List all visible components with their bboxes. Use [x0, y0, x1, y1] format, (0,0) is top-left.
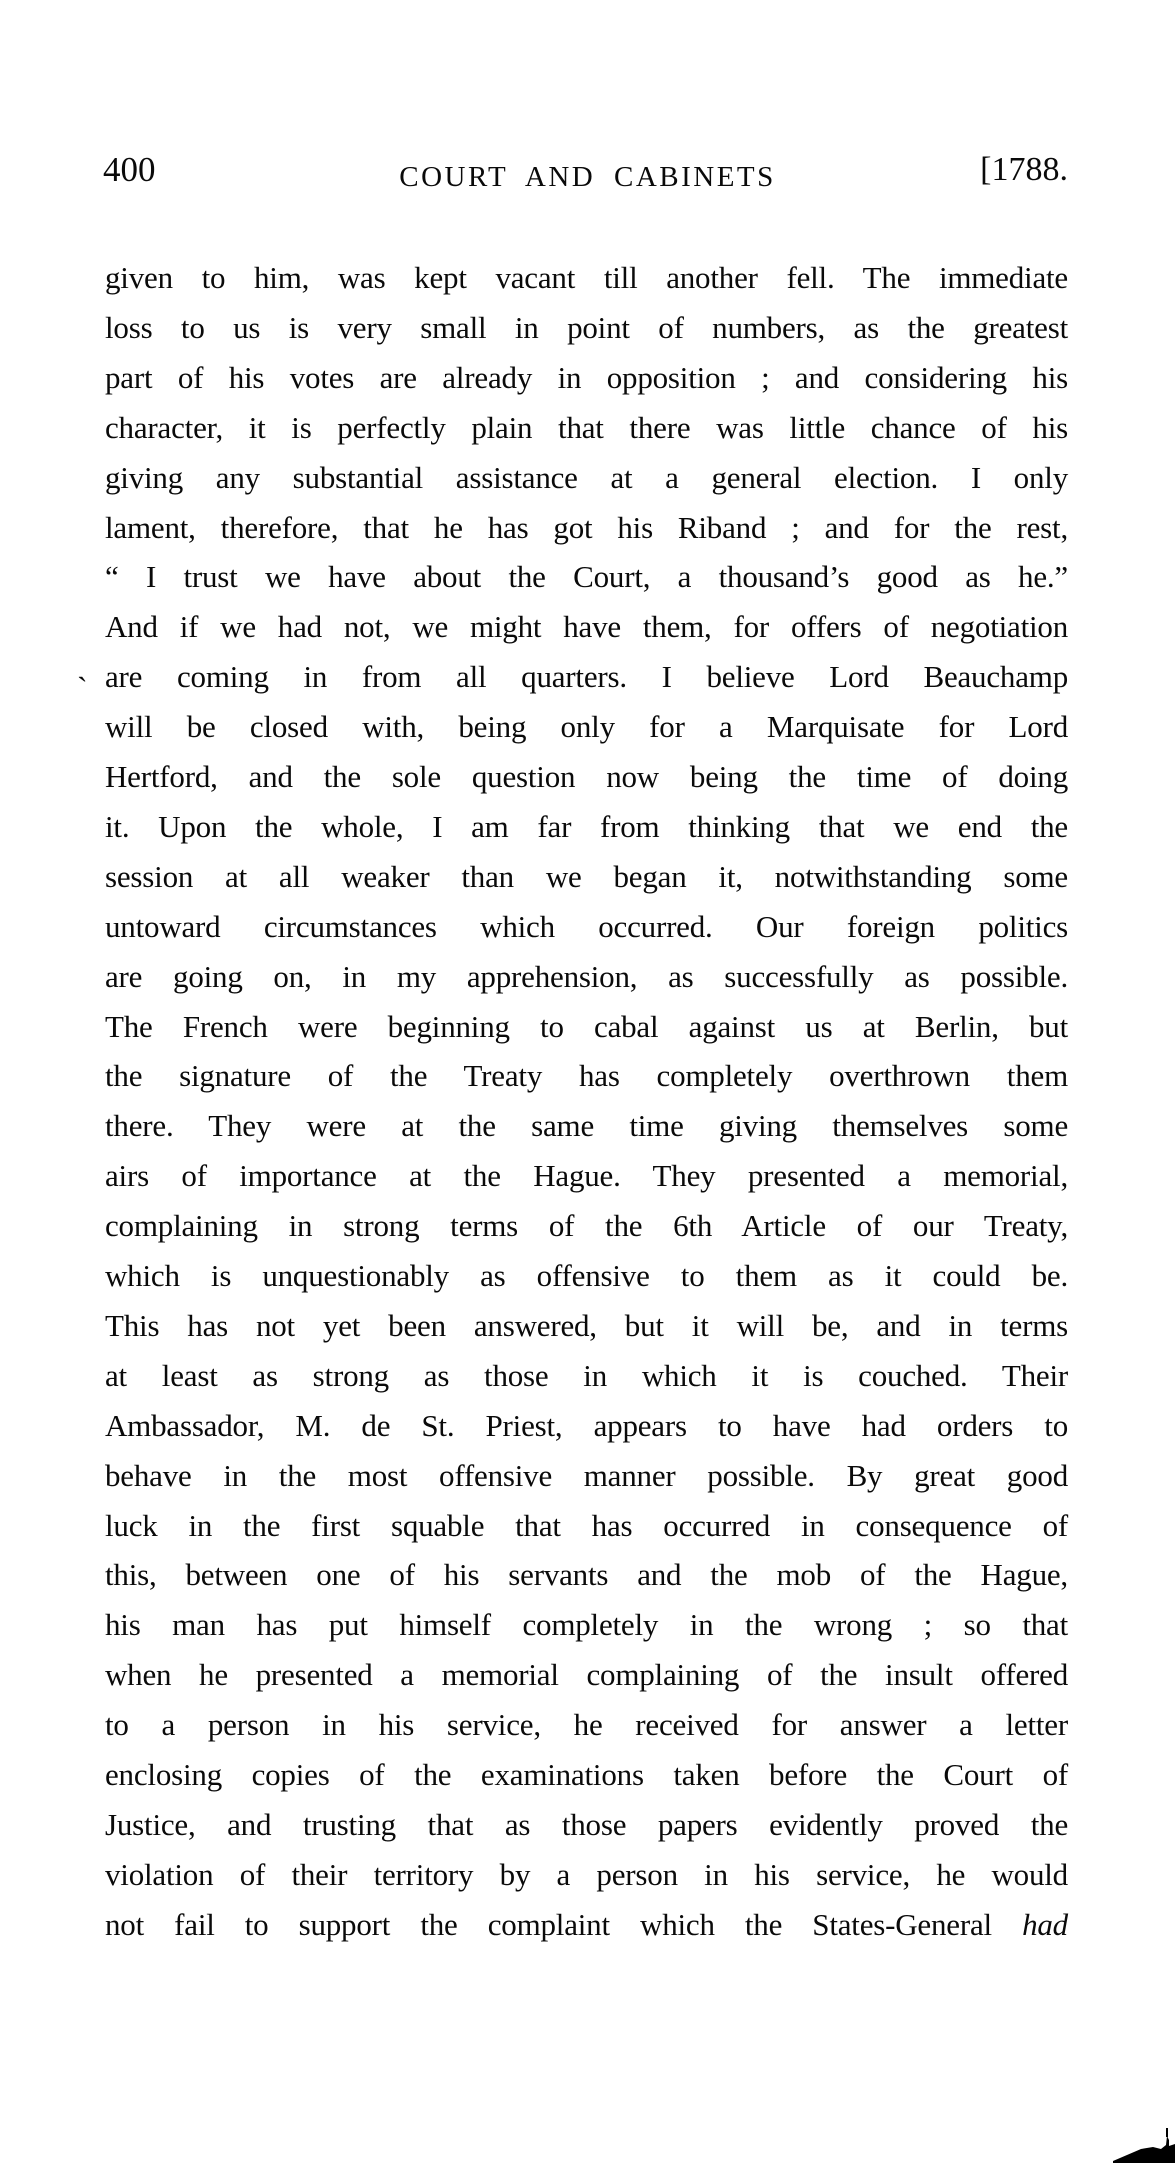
text-line: when he presented a memorial complaining of the insult offered: [105, 1657, 1068, 1693]
text-line: there. They were at the same time giving themselves some: [105, 1108, 1068, 1144]
body-text: [105, 253, 1068, 1963]
text-line: at least as strong as those in which it is couched. Their: [105, 1357, 1068, 1393]
text-line-last-italic: had: [1022, 1906, 1068, 1942]
text-line: And if we had not, we might have them, for offers of negotiation: [105, 609, 1068, 645]
text-line: character, it is perfectly plain that there was little chance of his: [105, 409, 1068, 445]
running-header-title: COURT AND CABINETS: [399, 161, 776, 193]
text-line: giving any substantial assistance at a general election. I only: [105, 459, 1068, 495]
text-line: which is unquestionably as offensive to them as it could be.: [105, 1258, 1068, 1293]
text-line: session at all weaker than we began it, notwithstanding some: [105, 858, 1068, 894]
text-line: loss to us is very small in point of numbers, as the greatest: [105, 309, 1068, 345]
text-line: are coming in from all quarters. I believe Lord Beauchamp: [105, 659, 1068, 695]
text-line: Hertford, and the sole question now being the time of doing: [105, 759, 1068, 794]
text-line: untoward circumstances which occurred. Our foreign politics: [105, 908, 1068, 944]
text-line: lament, therefore, that he has got his Riband ; and for the rest,: [105, 509, 1068, 545]
text-line: “ I trust we have about the Court, a thousand’s good as he.”: [105, 559, 1068, 595]
text-line: airs of importance at the Hague. They presented a memorial,: [105, 1158, 1068, 1194]
text-line: Ambassador, M. de St. Priest, appears to have had orders to: [105, 1407, 1068, 1443]
text-line: violation of their territory by a person in his service, he would: [105, 1856, 1068, 1892]
running-header-date: [1788.: [980, 151, 1068, 188]
text-line: given to him, was kept vacant till another fell. The immediate: [105, 260, 1068, 295]
text-line: it. Upon the whole, I am far from thinking that we end the: [105, 808, 1068, 844]
margin-mark: `: [77, 670, 88, 706]
text-line-last-regular: not fail to support the complaint which the States-General: [105, 1906, 992, 1942]
text-line: complaining in strong terms of the 6th Article of our Treaty,: [105, 1208, 1068, 1244]
text-line: to a person in his service, he received for answer a letter: [105, 1707, 1068, 1743]
text-line: are going on, in my apprehension, as successfully as possible.: [105, 958, 1068, 994]
text-line: part of his votes are already in opposition ; and considering his: [105, 359, 1068, 395]
text-line: enclosing copies of the examinations taken before the Court of: [105, 1757, 1068, 1792]
text-line: The French were beginning to cabal against us at Berlin, but: [105, 1008, 1068, 1044]
text-line: This has not yet been answered, but it will be, and in terms: [105, 1307, 1068, 1343]
text-line: Justice, and trusting that as those papers evidently proved the: [105, 1806, 1068, 1842]
page-corner-scan-artifact: [1113, 2127, 1175, 2163]
text-line: his man has put himself completely in the wrong ; so that: [105, 1607, 1068, 1643]
text-line-last: [105, 1900, 1068, 1950]
text-line: behave in the most offensive manner possible. By great good: [105, 1457, 1068, 1493]
text-line: luck in the first squable that has occurred in consequence of: [105, 1507, 1068, 1543]
text-line: this, between one of his servants and the mob of the Hague,: [105, 1557, 1068, 1593]
text-line: will be closed with, being only for a Marquisate for Lord: [105, 709, 1068, 745]
page-number: 400: [103, 150, 156, 189]
text-line: the signature of the Treaty has completely overthrown them: [105, 1058, 1068, 1094]
